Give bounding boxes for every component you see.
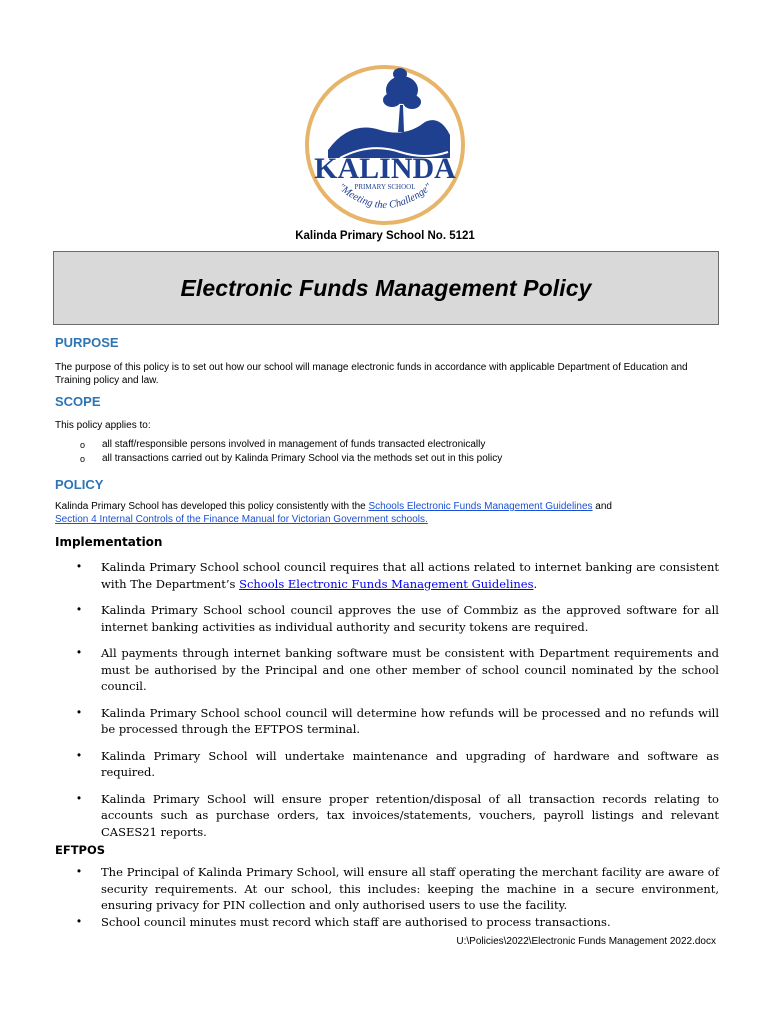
page-title: Electronic Funds Management Policy (180, 274, 592, 301)
eftpos-item: • School council minutes must record which staff are authorised to process transactions. (77, 914, 719, 931)
purpose-text: The purpose of this policy is to set out how our school will manage electronic funds in accordance with applicable Department of Education and Training policy and law. (55, 362, 688, 386)
scope-item: o all transactions carried out by Kalinda Primary School via the methods set out in this policy (80, 452, 502, 466)
implementation-heading: Implementation (55, 535, 163, 549)
footer-file-path: U:\Policies\2022\Electronic Funds Management 2022.docx (456, 936, 716, 947)
eftpos-heading: EFTPOS (55, 843, 106, 857)
implementation-item: • Kalinda Primary School will undertake maintenance and upgrading of hardware and software as required. (77, 748, 719, 781)
school-logo (300, 60, 470, 230)
eftpos-item: • The Principal of Kalinda Primary School, will ensure all staff operating the merchant facility are aware of security requirements. At our school, this includes: keeping the machine in a secure environment, ensuring privacy for PIN collection and only authorised users to use the facility. (77, 864, 719, 914)
logo-motto: "Meeting the Challenge" (336, 181, 434, 212)
scope-intro: This policy applies to: (55, 420, 151, 431)
scope-item: o all staff/responsible persons involved in management of funds transacted electronically (80, 438, 502, 452)
logo-name: KALINDA (314, 152, 456, 185)
implementation-item: • All payments through internet banking software must be consistent with Department requirements and must be authorised by the Principal and one other member of school council nominated by the school council. (77, 645, 719, 695)
implementation-item: • Kalinda Primary School will ensure proper retention/disposal of all transaction records relating to accounts such as purchase orders, tax invoices/statements, vouchers, payroll listings and relevant CASES21 reports. (77, 791, 719, 841)
finance-manual-link[interactable]: Section 4 Internal Controls of the Finance Manual for Victorian Government schools. (55, 514, 428, 525)
policy-heading: POLICY (55, 477, 104, 492)
scope-heading: SCOPE (55, 394, 101, 409)
school-number: Kalinda Primary School No. 5121 (295, 230, 475, 242)
implementation-item: • Kalinda Primary School school council will determine how refunds will be processed and no refunds will be processed through the EFTPOS terminal. (77, 705, 719, 738)
eftpos-list (77, 864, 719, 930)
policy-text-part: Kalinda Primary School has developed this policy consistently with the (55, 501, 369, 512)
policy-text-part: and (592, 501, 612, 512)
purpose-heading: PURPOSE (55, 335, 119, 350)
guidelines-link-2[interactable]: Schools Electronic Funds Management Guidelines (239, 576, 534, 591)
logo-subtitle: PRIMARY SCHOOL (354, 183, 416, 191)
implementation-item-text: Kalinda Primary School school council requires that all actions related to internet banking are consistent with The Department’s (101, 560, 719, 591)
scope-list (80, 438, 502, 466)
title-box (53, 251, 719, 325)
guidelines-link[interactable]: Schools Electronic Funds Management Guidelines (368, 501, 593, 512)
kalinda-logo-image (300, 60, 470, 230)
implementation-list (77, 559, 719, 840)
implementation-item-end: . (533, 576, 538, 591)
policy-text (55, 500, 720, 526)
implementation-item (77, 559, 719, 592)
implementation-item: • Kalinda Primary School school council approves the use of Commbiz as the approved software for all internet banking activities as individual authority and security tokens are required. (77, 602, 719, 635)
